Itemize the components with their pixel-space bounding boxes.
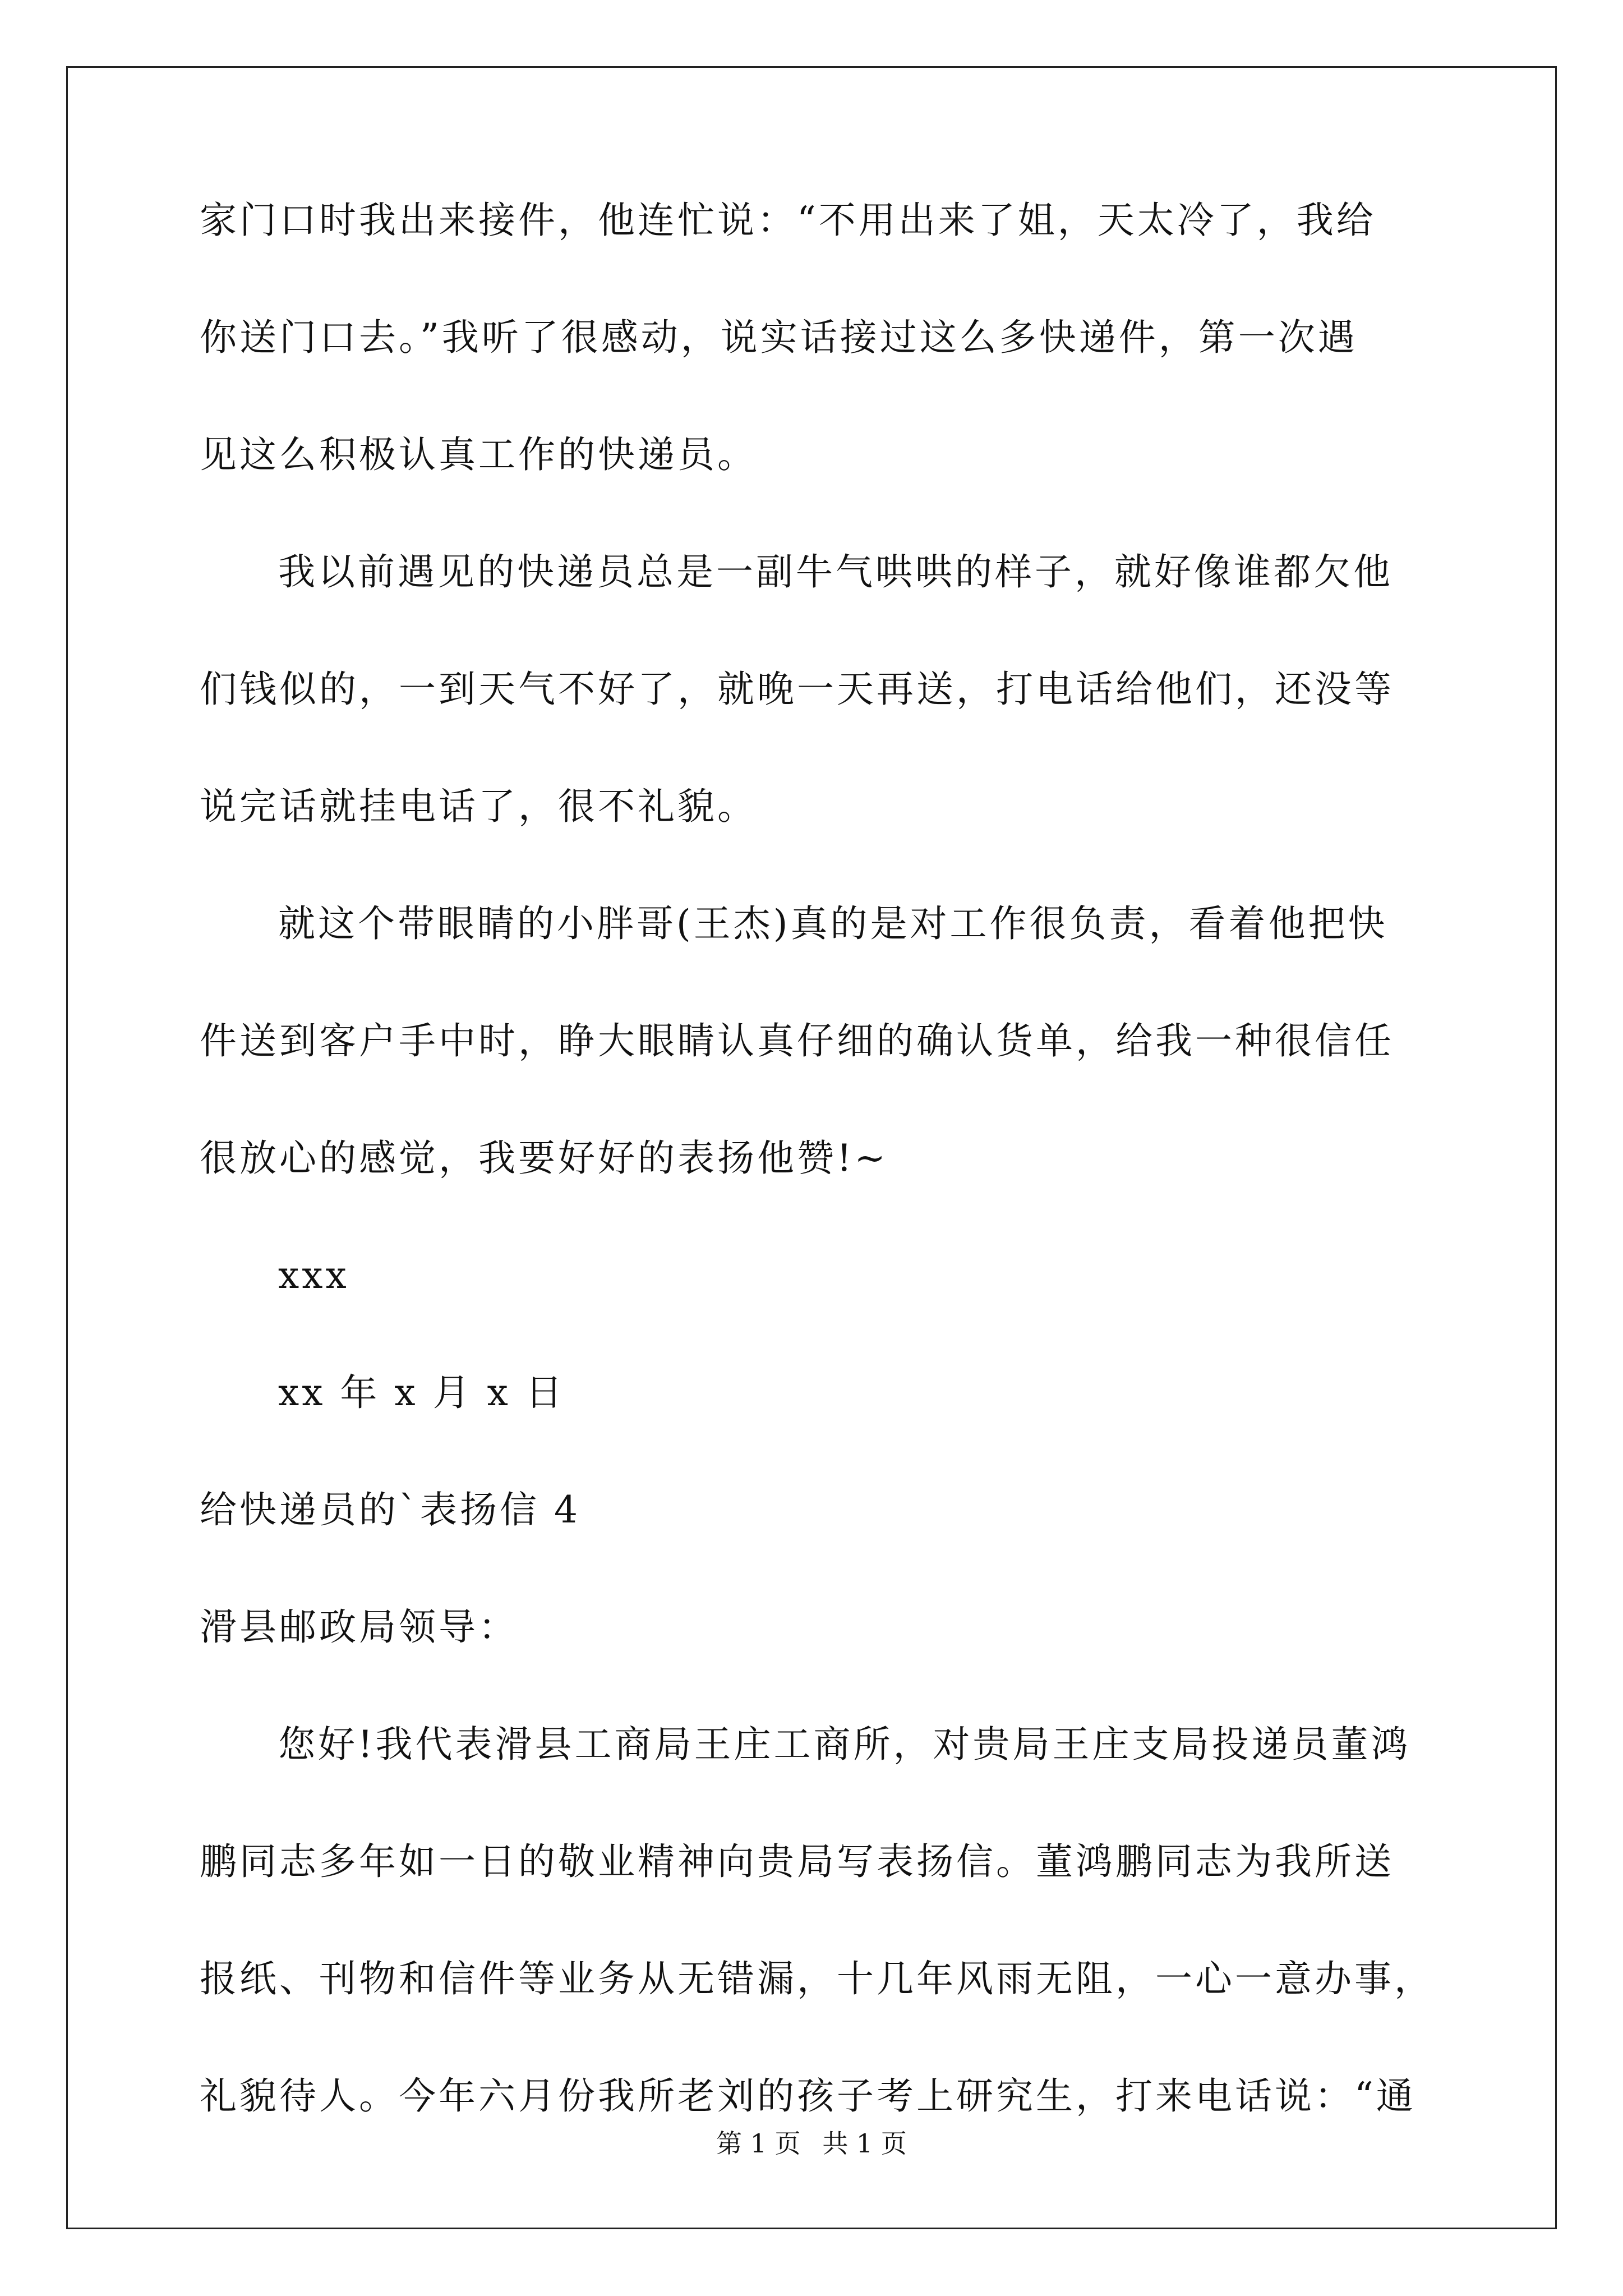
paragraph-line: 我以前遇见的快递员总是一副牛气哄哄的样子，就好像谁都欠他: [278, 550, 1393, 593]
paragraph-line: 您好!我代表滑县工商局王庄工商所，对贵局王庄支局投递员董鸿: [278, 1723, 1411, 1766]
paragraph-line: 家门口时我出来接件，他连忙说：“不用出来了姐，天太冷了，我给: [200, 199, 1376, 242]
paragraph-line: 很放心的感觉，我要好好的表扬他赞!~: [200, 1137, 888, 1180]
salutation: 滑县邮政局领导：: [200, 1605, 518, 1649]
section-title: 给快递员的`表扬信 4: [200, 1488, 580, 1531]
paragraph-line: 报纸、刊物和信件等业务从无错漏，十几年风雨无阻，一心一意办事，: [200, 1957, 1434, 2000]
page-footer: [0, 2128, 1623, 2159]
page-number-total: 共 1 页: [822, 2128, 907, 2159]
paragraph-line: 就这个带眼睛的小胖哥(王杰)真的是对工作很负责，看着他把快: [278, 902, 1388, 945]
page-number-current: 第 1 页: [716, 2128, 801, 2159]
paragraph-line: 你送门口去。”我听了很感动，说实话接过这么多快递件，第一次遇: [200, 316, 1358, 359]
paragraph-line: 礼貌待人。今年六月份我所老刘的孩子考上研究生，打来电话说：“通: [200, 2074, 1416, 2118]
paragraph-line: 件送到客户手中时，睁大眼睛认真仔细的确认货单，给我一种很信任: [200, 1019, 1394, 1062]
signature-name: xxx: [278, 1254, 349, 1297]
signature-date: xx 年 x 月 x 日: [278, 1371, 565, 1414]
paragraph-line: 说完话就挂电话了，很不礼貌。: [200, 785, 757, 828]
paragraph-line: 们钱似的，一到天气不好了，就晚一天再送，打电话给他们，还没等: [200, 668, 1394, 711]
document-body: [200, 199, 1434, 2195]
paragraph-line: 见这么积极认真工作的快递员。: [200, 433, 757, 476]
paragraph-line: 鹏同志多年如一日的敬业精神向贵局写表扬信。董鸿鹏同志为我所送: [200, 1840, 1394, 1883]
